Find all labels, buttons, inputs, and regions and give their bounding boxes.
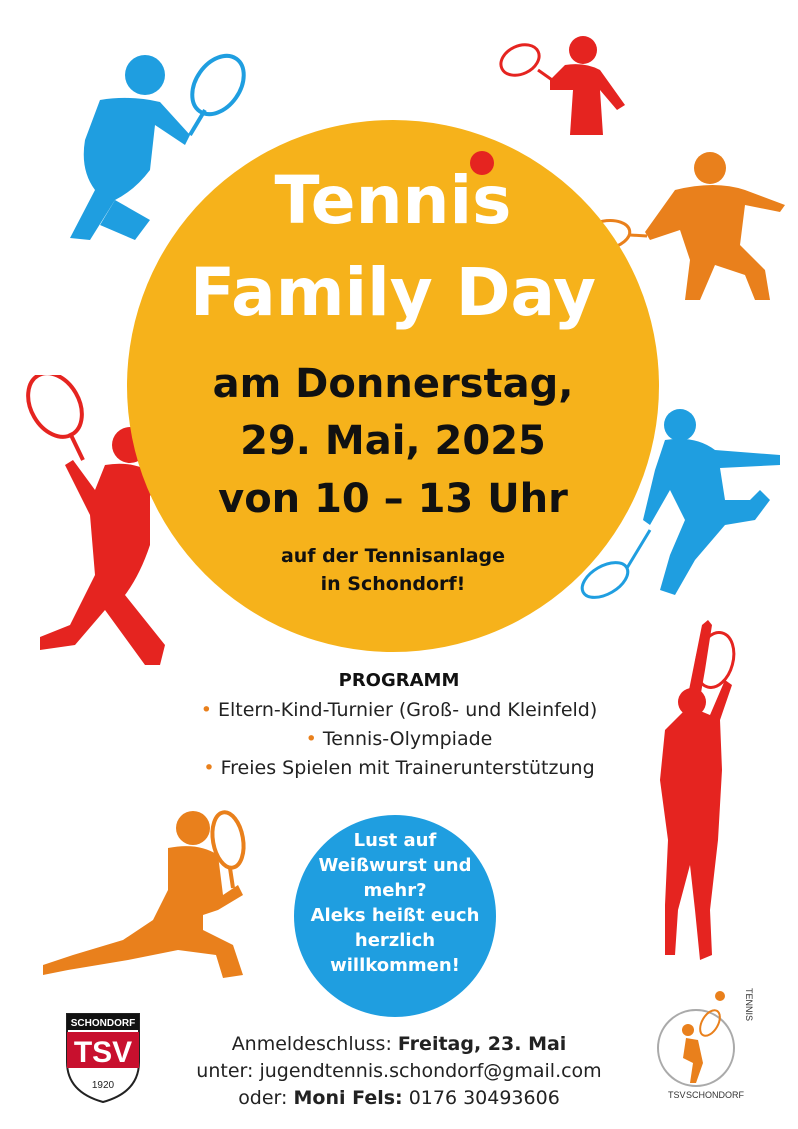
venue-line2: in Schondorf! xyxy=(320,573,466,595)
program-item: • Freies Spielen mit Trainerunterstützung xyxy=(203,757,595,779)
event-title-line2: Family Day xyxy=(189,254,597,331)
logo-tsv-text: TSV xyxy=(668,1090,686,1100)
contact-phone-line: oder: Moni Fels: 0176 30493606 xyxy=(238,1087,560,1109)
logo-tsv: TSV xyxy=(73,1036,133,1069)
program-item: • Tennis-Olympiade xyxy=(305,728,493,750)
contact-email-link[interactable]: jugendtennis.schondorf@gmail.com xyxy=(259,1060,602,1082)
date-line2: 29. Mai, 2025 xyxy=(240,418,546,464)
contact-name: Moni Fels: xyxy=(293,1087,403,1109)
red-player-top-right-silhouette xyxy=(495,30,635,150)
red-player-serve-silhouette xyxy=(640,610,750,980)
date-line1: am Donnerstag, xyxy=(212,361,574,407)
invite-line: willkommen! xyxy=(330,955,460,976)
tsv-schondorf-tennis-logo xyxy=(648,978,758,1108)
invite-line: mehr? xyxy=(363,880,427,901)
logo-year: 1920 xyxy=(91,1080,115,1091)
invite-line: Lust auf xyxy=(353,830,437,851)
program-heading: PROGRAMM xyxy=(338,670,460,691)
bullet-icon: • xyxy=(305,728,323,750)
logo-tennis-text: TENNIS xyxy=(744,988,754,1022)
orange-player-bottom-left-silhouette xyxy=(28,800,278,990)
invite-line: Weißwurst und xyxy=(318,855,472,876)
bullet-icon: • xyxy=(200,699,218,721)
event-title-line1: Tennis xyxy=(274,162,512,239)
program-item: • Eltern-Kind-Turnier (Groß- und Kleinfeld) xyxy=(200,699,598,721)
contact-phone: 0176 30493606 xyxy=(408,1087,560,1109)
logo-club-name: SCHONDORF xyxy=(70,1018,136,1029)
invite-line: Aleks heißt euch xyxy=(310,905,480,926)
time-line: von 10 – 13 Uhr xyxy=(218,476,568,522)
invite-line: herzlich xyxy=(354,930,436,951)
deadline-line: Anmeldeschluss: Freitag, 23. Mai xyxy=(231,1033,567,1055)
bullet-icon: • xyxy=(203,757,221,779)
deadline-value: Freitag, 23. Mai xyxy=(397,1033,567,1055)
venue-line1: auf der Tennisanlage xyxy=(280,545,506,567)
contact-email-line: unter: jugendtennis.schondorf@gmail.com xyxy=(196,1060,602,1082)
logo-schondorf-text: SCHONDORF xyxy=(686,1090,744,1100)
